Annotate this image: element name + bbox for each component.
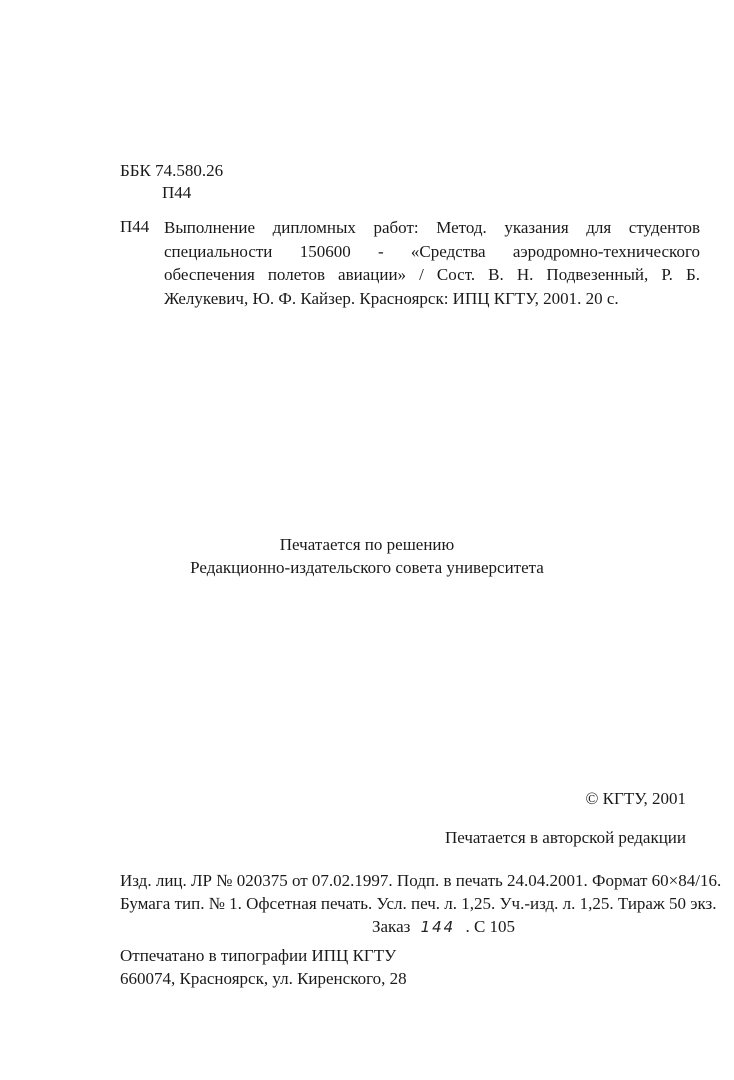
publication-decision (0, 533, 734, 579)
printer-line-2: 660074, Красноярск, ул. Киренского, 28 (120, 969, 407, 988)
bibliographic-annotation (120, 216, 700, 310)
bbk-classification: ББК 74.580.26 (120, 161, 224, 180)
printer-info (120, 944, 407, 990)
order-suffix: . С 105 (465, 917, 516, 936)
annotation-text: Выполнение дипломных работ: Метод. указания для студентов специальности 150600 - «Средства аэродромно-технического обеспечения полетов авиации» / Сост. В. Н. Подвезенный, Р. Б. Желукевич, Ю. Ф. Кайзер. Красноярск: ИПЦ КГТУ, 2001. 20 с. (164, 218, 700, 308)
order-label: Заказ (372, 917, 411, 936)
decision-line-1: Печатается по решению (279, 535, 455, 554)
annotation-author-code: П44 (120, 217, 150, 236)
order-number-handwritten: 144 (420, 918, 456, 936)
bbk-block (120, 160, 223, 204)
order-line (120, 915, 690, 939)
edition-note: Печатается в авторской редакции (444, 828, 686, 847)
imprint-block (120, 869, 722, 939)
printer-line-1: Отпечатано в типографии ИПЦ КГТУ (120, 946, 397, 965)
imprint-line-1: Изд. лиц. ЛР № 020375 от 07.02.1997. Подп. в печать 24.04.2001. Формат 60×84/16. (120, 871, 722, 890)
copyright-notice: © КГТУ, 2001 (585, 789, 686, 808)
bbk-author-code: П44 (162, 183, 192, 202)
decision-line-2: Редакционно-издательского совета университета (190, 558, 544, 577)
imprint-line-2: Бумага тип. № 1. Офсетная печать. Усл. печ. л. 1,25. Уч.-изд. л. 1,25. Тираж 50 экз. (120, 894, 717, 913)
